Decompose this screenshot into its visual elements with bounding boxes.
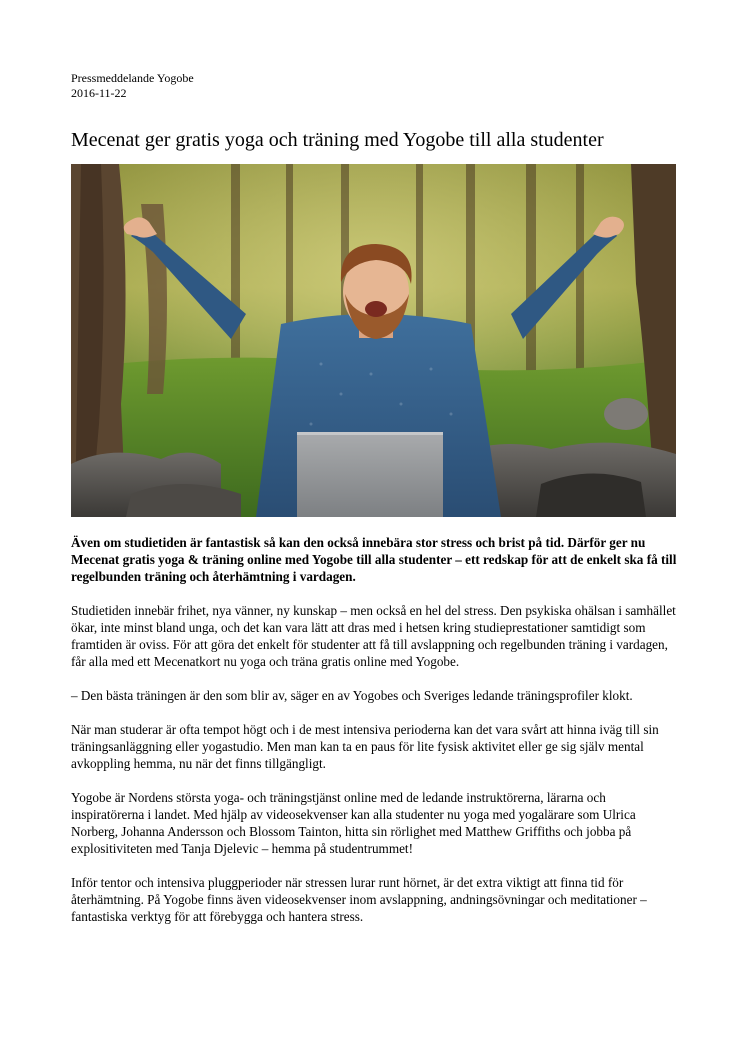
press-release-label: Pressmeddelande Yogobe (71, 71, 194, 85)
hero-photo (71, 164, 676, 517)
document-header (71, 71, 194, 101)
body-paragraph: Inför tentor och intensiva pluggperioder när stressen lurar runt hörnet, är det extra viktigt att finna tid för återhämtning. På Yogobe finns även videosekvenser inom avslappning, andningsövningar och meditationer – fantastiska verktyg för att förebygga och hantera stress. (71, 875, 647, 924)
body-paragraph: Studietiden innebär frihet, nya vänner, ny kunskap – men också en hel del stress. Den psykiska ohälsan i samhället ökar, inte minst bland unga, och det kan vara lätt att dras med i hetsen kring studieprestationer samtidigt som framtiden är oviss. För att göra det enkelt för studenter att få till avslappning och regelbunden träning i vardagen, får alla med ett Mecenatkort nu yoga och träna gratis online med Yogobe. (71, 603, 676, 669)
body-paragraph: Yogobe är Nordens största yoga- och träningstjänst online med de ledande instruktörerna, lärarna och inspiratörerna i landet. Med hjälp av videosekvenser kan alla studenter nu yoga med yogalärare som Ulrica Norberg, Johanna Andersson och Blossom Tainton, hitta sin rörlighet med Matthew Griffiths och jobba på explositiviteten med Tanja Djelevic – hemma på studentrummet! (71, 790, 636, 856)
article-body (71, 534, 677, 942)
page-title: Mecenat ger gratis yoga och träning med Yogobe till alla studenter (71, 129, 604, 151)
release-date: 2016-11-22 (71, 86, 127, 100)
body-paragraph: När man studerar är ofta tempot högt och i de mest intensiva perioderna kan det vara svårt att hinna iväg till sin träningsanläggning eller yogastudio. Men man kan ta en paus för lite fysisk aktivitet eller ge sig själv mental avkoppling hemma, nu när det finns tillgängligt. (71, 722, 659, 771)
body-paragraph: – Den bästa träningen är den som blir av, säger en av Yogobes och Sveriges ledande träningsprofiler klokt. (71, 688, 633, 703)
lead-paragraph: Även om studietiden är fantastisk så kan den också innebära stor stress och brist på tid. Därför ger nu Mecenat gratis yoga & träning online med Yogobe till alla studenter – ett redskap för att de enkelt ska få till regelbunden träning och återhämtning i vardagen. (71, 535, 677, 584)
